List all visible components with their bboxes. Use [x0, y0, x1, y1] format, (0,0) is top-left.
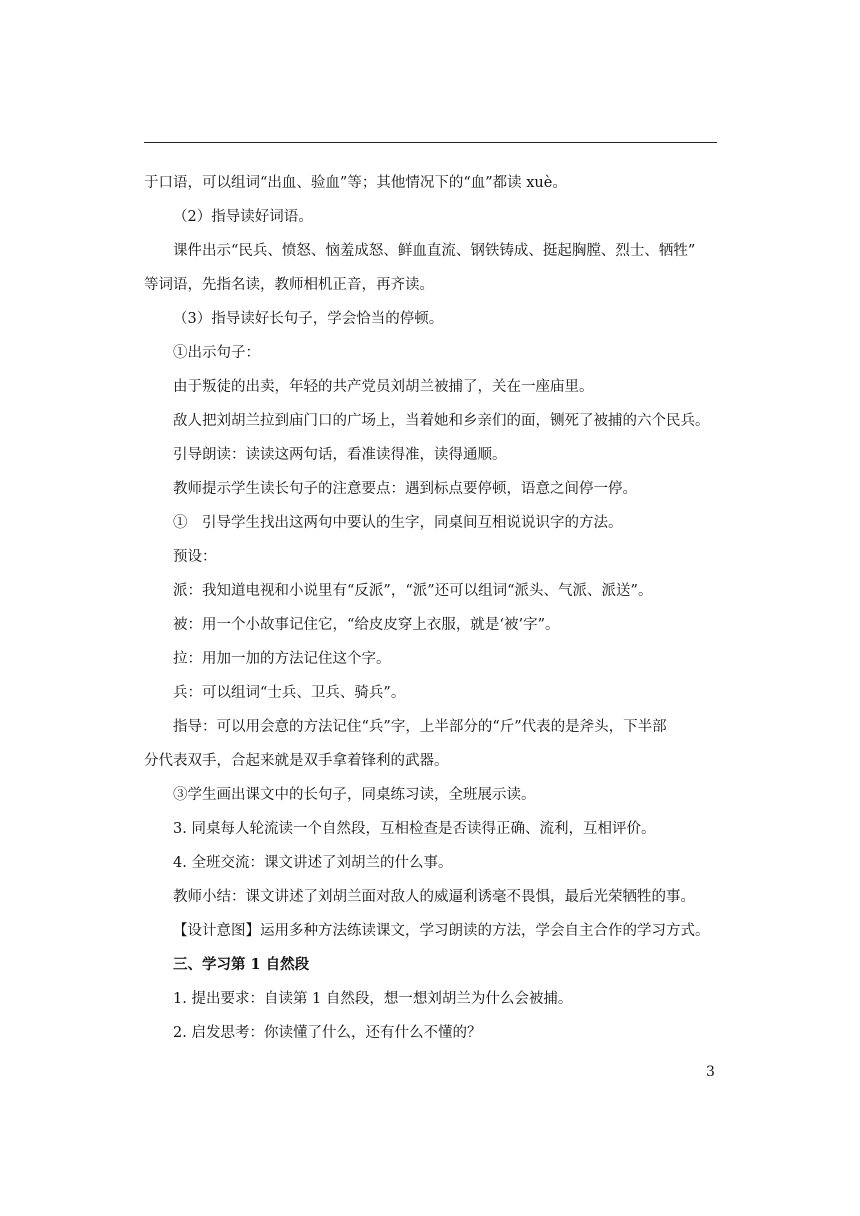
- text-line: 【设计意图】运用多种方法练读课文，学习朗读的方法，学会自主合作的学习方式。: [173, 923, 710, 939]
- text-line: （2）指导读好词语。: [173, 209, 313, 225]
- text-line: 4. 全班交流：课文讲述了刘胡兰的什么事。: [173, 855, 453, 871]
- text-line: 1. 提出要求：自读第 1 自然段，想一想刘胡兰为什么会被捕。: [173, 991, 573, 1007]
- document-body: [144, 166, 717, 1050]
- text-line: ①出示句子：: [173, 345, 260, 361]
- text-line: 拉：用加一加的方法记住这个字。: [173, 651, 391, 667]
- text-line: 等词语，先指名读，教师相机正音，再齐读。: [144, 277, 434, 293]
- text-line: 敌人把刘胡兰拉到庙门口的广场上，当着她和乡亲们的面，铡死了被捕的六个民兵。: [173, 413, 710, 429]
- text-line: 兵：可以组词“士兵、卫兵、骑兵”。: [173, 685, 406, 701]
- text-line: 指导：可以用会意的方法记住“兵”字，上半部分的“斤”代表的是斧头，下半部: [173, 719, 667, 735]
- text-line: （3）指导读好长句子，学会恰当的停顿。: [173, 311, 444, 327]
- text-line: ③学生画出课文中的长句子，同桌练习读，全班展示读。: [173, 787, 536, 803]
- text-line: 引导朗读：读读这两句话，看准读得准，读得通顺。: [173, 447, 507, 463]
- text-line: 于口语，可以组词“出血、验血”等；其他情况下的“血”都读 xuè。: [144, 175, 567, 191]
- text-line: 预设：: [173, 549, 217, 565]
- text-line: 分代表双手，合起来就是双手拿着锋利的武器。: [144, 753, 449, 769]
- text-line: 3. 同桌每人轮流读一个自然段，互相检查是否读得正确、流利，互相评价。: [173, 821, 656, 837]
- text-line: 被：用一个小故事记住它，“给皮皮穿上衣服，就是‘被’字”。: [173, 617, 560, 633]
- text-line: 2. 启发思考：你读懂了什么，还有什么不懂的？: [173, 1025, 482, 1041]
- page-number: 3: [706, 1064, 715, 1080]
- text-line: 由于叛徒的出卖，年轻的共产党员刘胡兰被捕了，关在一座庙里。: [173, 379, 594, 395]
- text-line: 教师小结：课文讲述了刘胡兰面对敌人的威逼利诱毫不畏惧，最后光荣牺牲的事。: [173, 889, 695, 905]
- header-rule: [144, 142, 717, 143]
- section-heading: 三、学习第 1 自然段: [173, 956, 310, 973]
- text-line: 课件出示“民兵、愤怒、恼羞成怒、鲜血直流、钢铁铸成、挺起胸膛、烈士、牺牲”: [173, 243, 696, 259]
- text-line: 教师提示学生读长句子的注意要点：遇到标点要停顿，语意之间停一停。: [173, 481, 637, 497]
- text-line: ① 引导学生找出这两句中要认的生字，同桌间互相说说识字的方法。: [173, 515, 623, 531]
- text-line: 派：我知道电视和小说里有“反派”，“派”还可以组词“派头、气派、派送”。: [173, 583, 653, 599]
